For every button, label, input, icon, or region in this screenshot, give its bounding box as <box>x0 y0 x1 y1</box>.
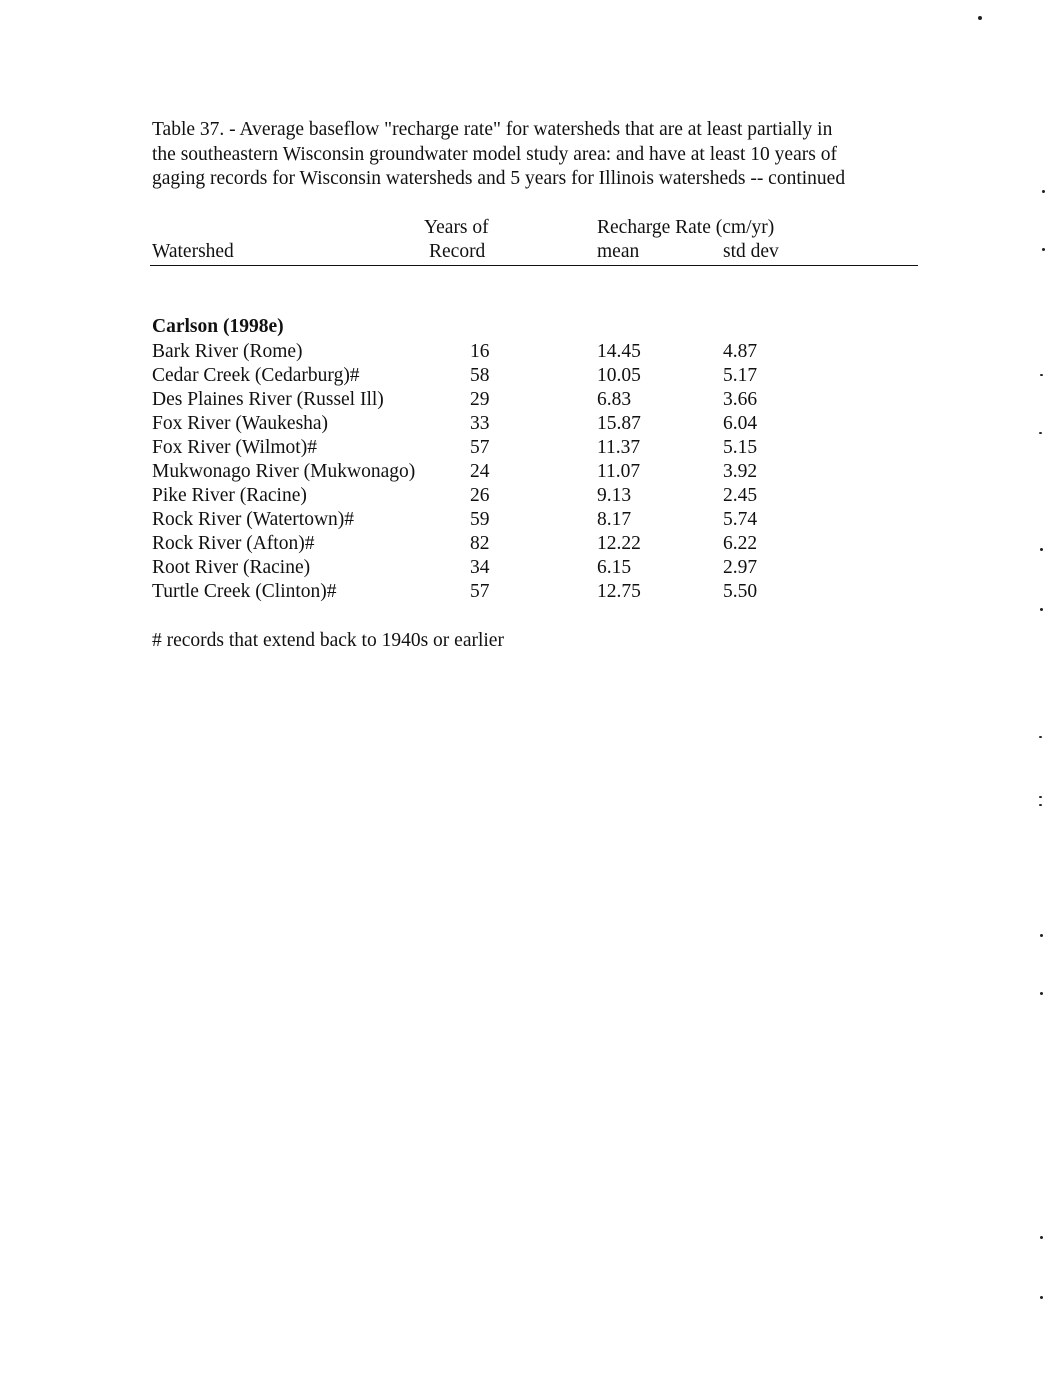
std-dev-cell: 5.17 <box>723 365 758 386</box>
std-dev-cell: 3.66 <box>723 389 758 410</box>
header-std-dev: std dev <box>723 241 779 262</box>
table-row <box>0 532 1060 556</box>
std-dev-cell: 2.45 <box>723 485 758 506</box>
watershed-cell: Mukwonago River (Mukwonago) <box>152 461 416 482</box>
table-row <box>0 580 1060 604</box>
years-cell: 57 <box>470 437 490 458</box>
header-rule <box>150 265 918 266</box>
watershed-cell: Root River (Racine) <box>152 557 311 578</box>
std-dev-cell: 4.87 <box>723 341 758 362</box>
scan-speck <box>1042 190 1045 193</box>
mean-cell: 12.75 <box>597 581 641 602</box>
table-row <box>0 388 1060 412</box>
header-mean: mean <box>597 241 640 262</box>
std-dev-cell: 6.22 <box>723 533 758 554</box>
table-body <box>0 340 1060 604</box>
group-label: Carlson (1998e) <box>152 316 284 337</box>
watershed-cell: Rock River (Afton)# <box>152 533 315 554</box>
mean-cell: 6.15 <box>597 557 632 578</box>
watershed-cell: Rock River (Watertown)# <box>152 509 355 530</box>
years-cell: 33 <box>470 413 490 434</box>
table-row <box>0 556 1060 580</box>
header-watershed: Watershed <box>152 241 234 262</box>
std-dev-cell: 5.74 <box>723 509 758 530</box>
mean-cell: 11.07 <box>597 461 641 482</box>
scan-speck <box>1040 1296 1043 1299</box>
std-dev-cell: 3.92 <box>723 461 758 482</box>
table-row <box>0 364 1060 388</box>
mean-cell: 10.05 <box>597 365 641 386</box>
header-recharge-rate: Recharge Rate (cm/yr) <box>597 217 775 238</box>
years-cell: 59 <box>470 509 490 530</box>
table-row <box>0 460 1060 484</box>
years-cell: 16 <box>470 341 490 362</box>
header-record: Record <box>429 241 486 262</box>
scan-speck <box>1040 1236 1043 1239</box>
years-cell: 57 <box>470 581 490 602</box>
years-cell: 58 <box>470 365 490 386</box>
mean-cell: 6.83 <box>597 389 632 410</box>
std-dev-cell: 2.97 <box>723 557 758 578</box>
watershed-cell: Turtle Creek (Clinton)# <box>152 581 337 602</box>
years-cell: 29 <box>470 389 490 410</box>
caption-line-2: the southeastern Wisconsin groundwater model study area: and have at least 10 years of <box>152 143 837 165</box>
watershed-cell: Fox River (Wilmot)# <box>152 437 317 458</box>
mean-cell: 12.22 <box>597 533 641 554</box>
scan-speck <box>1040 992 1043 995</box>
caption-line-3: gaging records for Wisconsin watersheds and 5 years for Illinois watersheds -- continued <box>152 168 846 189</box>
years-cell: 82 <box>470 533 490 554</box>
std-dev-cell: 5.15 <box>723 437 758 458</box>
scan-speck <box>1040 608 1043 611</box>
table-row <box>0 340 1060 364</box>
watershed-cell: Des Plaines River (Russel Ill) <box>152 389 384 410</box>
footnote: # records that extend back to 1940s or earlier <box>152 630 504 651</box>
years-cell: 26 <box>470 485 490 506</box>
scan-speck <box>978 16 982 20</box>
watershed-cell: Cedar Creek (Cedarburg)# <box>152 365 360 386</box>
watershed-cell: Fox River (Waukesha) <box>152 413 329 434</box>
mean-cell: 9.13 <box>597 485 632 506</box>
caption-line-1: Table 37. - Average baseflow "recharge rate" for watersheds that are at least partially in <box>152 119 833 140</box>
years-cell: 34 <box>470 557 490 578</box>
mean-cell: 14.45 <box>597 341 641 362</box>
scan-speck <box>1042 248 1045 251</box>
scan-speck <box>1040 374 1043 376</box>
scan-speck <box>1039 804 1042 806</box>
table-row <box>0 508 1060 532</box>
mean-cell: 15.87 <box>597 413 641 434</box>
watershed-cell: Pike River (Racine) <box>152 485 307 506</box>
table-row <box>0 436 1060 460</box>
years-cell: 24 <box>470 461 490 482</box>
table-row <box>0 412 1060 436</box>
scan-speck <box>1039 796 1042 798</box>
scan-speck <box>1039 432 1042 434</box>
table-caption <box>152 118 932 192</box>
std-dev-cell: 6.04 <box>723 413 758 434</box>
header-years-of: Years of <box>424 217 489 238</box>
watershed-cell: Bark River (Rome) <box>152 341 303 362</box>
scan-speck <box>1039 736 1042 738</box>
std-dev-cell: 5.50 <box>723 581 758 602</box>
mean-cell: 8.17 <box>597 509 632 530</box>
scan-speck <box>1040 548 1043 551</box>
table-row <box>0 484 1060 508</box>
mean-cell: 11.37 <box>597 437 641 458</box>
scan-speck <box>1040 934 1043 937</box>
